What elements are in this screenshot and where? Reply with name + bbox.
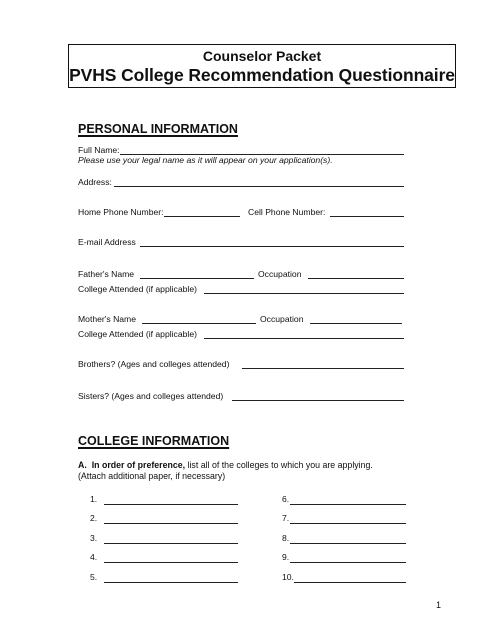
header-box [68,44,456,88]
brothers-field[interactable] [242,368,404,369]
email-label: E-mail Address [78,237,136,247]
college-number-left: 3. [90,533,98,543]
fathers-name-label: Father's Name [78,269,135,279]
email-row [78,236,408,248]
brothers-row [78,358,408,370]
instruction-bold: In order of preference, [91,460,186,470]
page-number: 1 [436,600,442,610]
instruction-letter: A. [78,460,87,470]
cell-phone-field[interactable] [330,216,404,217]
fathers-name-field[interactable] [140,278,254,279]
mother-occupation-label: Occupation [260,314,304,324]
mothers-name-label: Mother's Name [78,314,136,324]
father-college-field[interactable] [204,293,404,294]
personal-section-title: PERSONAL INFORMATION [78,122,238,136]
college-entry-field[interactable] [104,562,238,563]
father-college-label: College Attended (if applicable) [78,284,197,294]
college-number-left: 4. [90,552,98,562]
phone-row [78,206,408,218]
college-number-right: 6. [282,494,290,504]
instruction-line2: (Attach additional paper, if necessary) [78,471,226,481]
college-number-left: 1. [90,494,98,504]
college-number-right: 8. [282,533,290,543]
college-number-right: 10. [282,572,294,582]
father-occupation-field[interactable] [308,278,404,279]
full-name-label: Full Name: [78,145,120,155]
sisters-label: Sisters? (Ages and colleges attended) [78,391,224,401]
college-entry-field[interactable] [104,523,238,524]
mother-row [78,313,408,325]
college-entry-field[interactable] [294,582,406,583]
college-entry-field[interactable] [290,562,406,563]
instruction-rest: list all of the colleges to which you are applying. [185,460,373,470]
college-entry-field[interactable] [290,504,406,505]
college-section-title: COLLEGE INFORMATION [78,434,230,448]
address-field[interactable] [114,186,404,187]
mothers-name-field[interactable] [142,323,256,324]
college-number-left: 5. [90,572,98,582]
college-number-left: 2. [90,513,98,523]
father-college-row [78,283,408,295]
header-subtitle: Counselor Packet [202,48,322,64]
father-row [78,268,408,280]
mother-occupation-field[interactable] [310,323,402,324]
college-entry-field[interactable] [104,504,238,505]
email-field[interactable] [140,246,404,247]
address-row [78,176,408,188]
page-title: PVHS College Recommendation Questionnaire [69,65,455,85]
college-instruction [78,460,373,471]
college-entry-field[interactable] [104,543,238,544]
cell-phone-label: Cell Phone Number: [248,207,326,217]
address-label: Address: [78,177,112,187]
sisters-field[interactable] [232,400,404,401]
brothers-label: Brothers? (Ages and colleges attended) [78,359,230,369]
legal-name-note: Please use your legal name as it will appear on your application(s). [78,155,333,165]
college-entry-field[interactable] [290,543,406,544]
sisters-row [78,390,408,402]
father-occupation-label: Occupation [258,269,302,279]
college-entry-field[interactable] [290,523,406,524]
home-phone-field[interactable] [164,216,240,217]
mother-college-field[interactable] [204,338,404,339]
mother-college-row [78,328,408,340]
college-number-right: 7. [282,513,290,523]
college-number-right: 9. [282,552,290,562]
college-entry-field[interactable] [104,582,238,583]
mother-college-label: College Attended (if applicable) [78,329,197,339]
home-phone-label: Home Phone Number: [78,207,164,217]
